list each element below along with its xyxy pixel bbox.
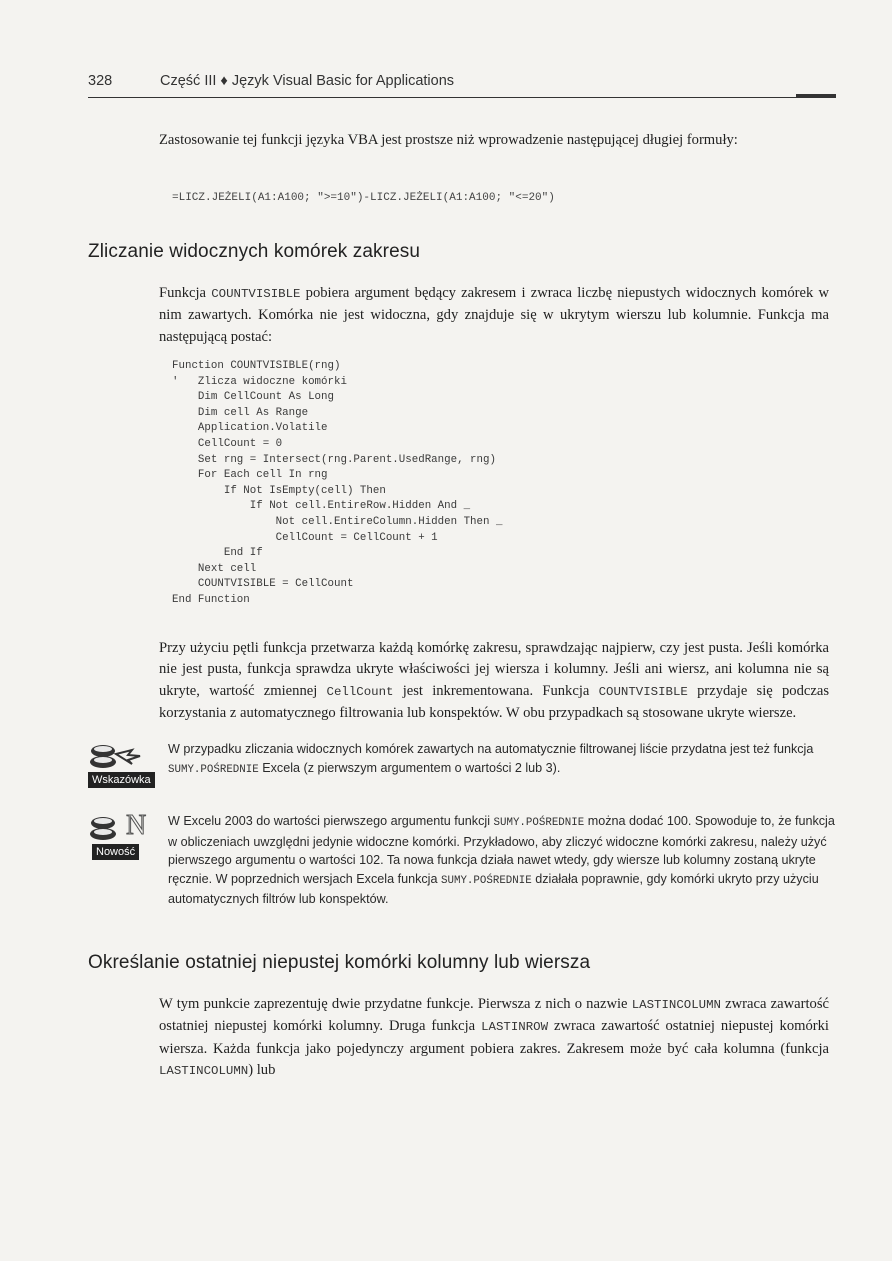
new-badge: Nowość bbox=[92, 844, 139, 860]
new-letter-icon: N bbox=[126, 810, 147, 841]
running-title: Część III ♦ Język Visual Basic for Applications bbox=[160, 73, 455, 89]
header-rule bbox=[88, 97, 836, 98]
header-rule-tick bbox=[796, 94, 836, 98]
text-run: przydaje się podczas korzystania z automatycznego filtrowania lub konspektów. W obu przypadkach są stosowane ukryte wiersze. bbox=[159, 682, 830, 721]
inline-code: LASTINCOLUMN bbox=[159, 1063, 249, 1078]
code-listing-countvisible: Function COUNTVISIBLE(rng) ' Zlicza widoczne komórki Dim CellCount As Long Dim cell As Range Application.Volatile CellCount = 0 Set rng = Intersect(rng.Parent.UsedRange, rng) For Each cell In rng If Not IsEmpty(cell) Then If Not cell.EntireRow.Hidden And _ Not cell.EntireColumn.Hidden Then _ CellCount = CellCount + 1 End If Next cell COUNTVISIBLE = CellCount End Function bbox=[172, 360, 503, 606]
tip-badge: Wskazówka bbox=[88, 772, 155, 788]
text-run: W Excelu 2003 do wartości pierwszego argumentu funkcji bbox=[168, 814, 494, 828]
inline-code: COUNTVISIBLE bbox=[598, 684, 688, 699]
new-feature-text bbox=[168, 812, 838, 909]
text-run: jest inkrementowana. Funkcja bbox=[393, 682, 599, 699]
section-heading-countvisible: Zliczanie widocznych komórek zakresu bbox=[88, 241, 420, 262]
text-run: Przy użyciu pętli funkcja przetwarza każdą komórkę zakresu, sprawdzając najpierw, czy jest pusta. Jeśli komórka nie jest pusta, funkcja sprawdza ukryte właściwości jej wiersza i kolumny. Jeśli ani wiersz, ani kolumna nie są ukryte, wartość zmiennej bbox=[159, 640, 829, 699]
text-run: Funkcja bbox=[159, 285, 212, 301]
countvisible-explanation-paragraph bbox=[159, 638, 829, 724]
text-run: zwraca zawartość ostatniej niepustej komórki kolumny. Druga funkcja bbox=[159, 996, 829, 1035]
lastcell-intro-paragraph bbox=[159, 994, 829, 1082]
formula-line: =LICZ.JEŻELI(A1:A100; ">=10")-LICZ.JEŻELI(A1:A100; "<=20") bbox=[172, 192, 555, 204]
inline-code: CellCount bbox=[326, 684, 394, 699]
inline-code: LASTINCOLUMN bbox=[631, 998, 721, 1012]
text-run: zwraca zawartość ostatniej niepustej komórki wiersza. Każda funkcja jako pojedynczy argument pobiera zakres. Zakresem może być cała kolumna (funkcja bbox=[159, 1018, 829, 1057]
text-run: pobiera argument będący zakresem i zwraca liczbę niepustych widocznych komórek w nim zawartych. Komórka nie jest widoczna, gdy znajduje się w ukrytym wierszu lub kolumnie. Funkcja ma następującą postać: bbox=[159, 285, 829, 345]
inline-code: COUNTVISIBLE bbox=[211, 287, 301, 301]
text-run: można dodać 100. Spowoduje to, że funkcja w obliczeniach uwzględni jedynie widoczne komórki. Przykładowo, aby zliczyć widoczne komórki zakresu, należy użyć pierwszego argumentu o wartości 102. Ta nowa funkcja działa nawet wtedy, gdy wiersze lub kolumny zostaną ukryte ręcznie. W poprzednich wersjach Excela funkcja bbox=[168, 814, 835, 886]
text-run: W tym punkcie zaprezentuję dwie przydatne funkcje. Pierwsza z nich o nazwie bbox=[159, 996, 632, 1012]
countvisible-intro-paragraph bbox=[159, 283, 829, 348]
text-run: Excela (z pierwszym argumentem o wartości 2 lub 3). bbox=[258, 760, 561, 775]
tip-note bbox=[88, 740, 836, 800]
section-heading-lastcell: Określanie ostatniej niepustej komórki kolumny lub wiersza bbox=[88, 952, 591, 973]
inline-code: SUMY.POŚREDNIE bbox=[168, 763, 259, 776]
page-number: 328 bbox=[88, 73, 113, 89]
inline-code: SUMY.POŚREDNIE bbox=[441, 874, 532, 887]
intro-paragraph: Zastosowanie tej funkcji języka VBA jest prostsze niż wprowadzenie następującej długiej formuły: bbox=[159, 132, 738, 148]
text-run: działała poprawnie, gdy komórki ukryto przy użyciu automatycznych filtrów lub konspektów. bbox=[168, 871, 819, 906]
new-feature-note bbox=[88, 812, 836, 942]
inline-code: SUMY.POŚREDNIE bbox=[493, 817, 585, 829]
running-header bbox=[88, 73, 836, 103]
tip-text bbox=[168, 740, 838, 779]
inline-code: LASTINROW bbox=[481, 1020, 549, 1035]
text-run: ) lub bbox=[248, 1061, 276, 1078]
text-run: W przypadku zliczania widocznych komórek zawartych na automatycznie filtrowanej liście przydatna jest też funkcja bbox=[168, 742, 814, 756]
